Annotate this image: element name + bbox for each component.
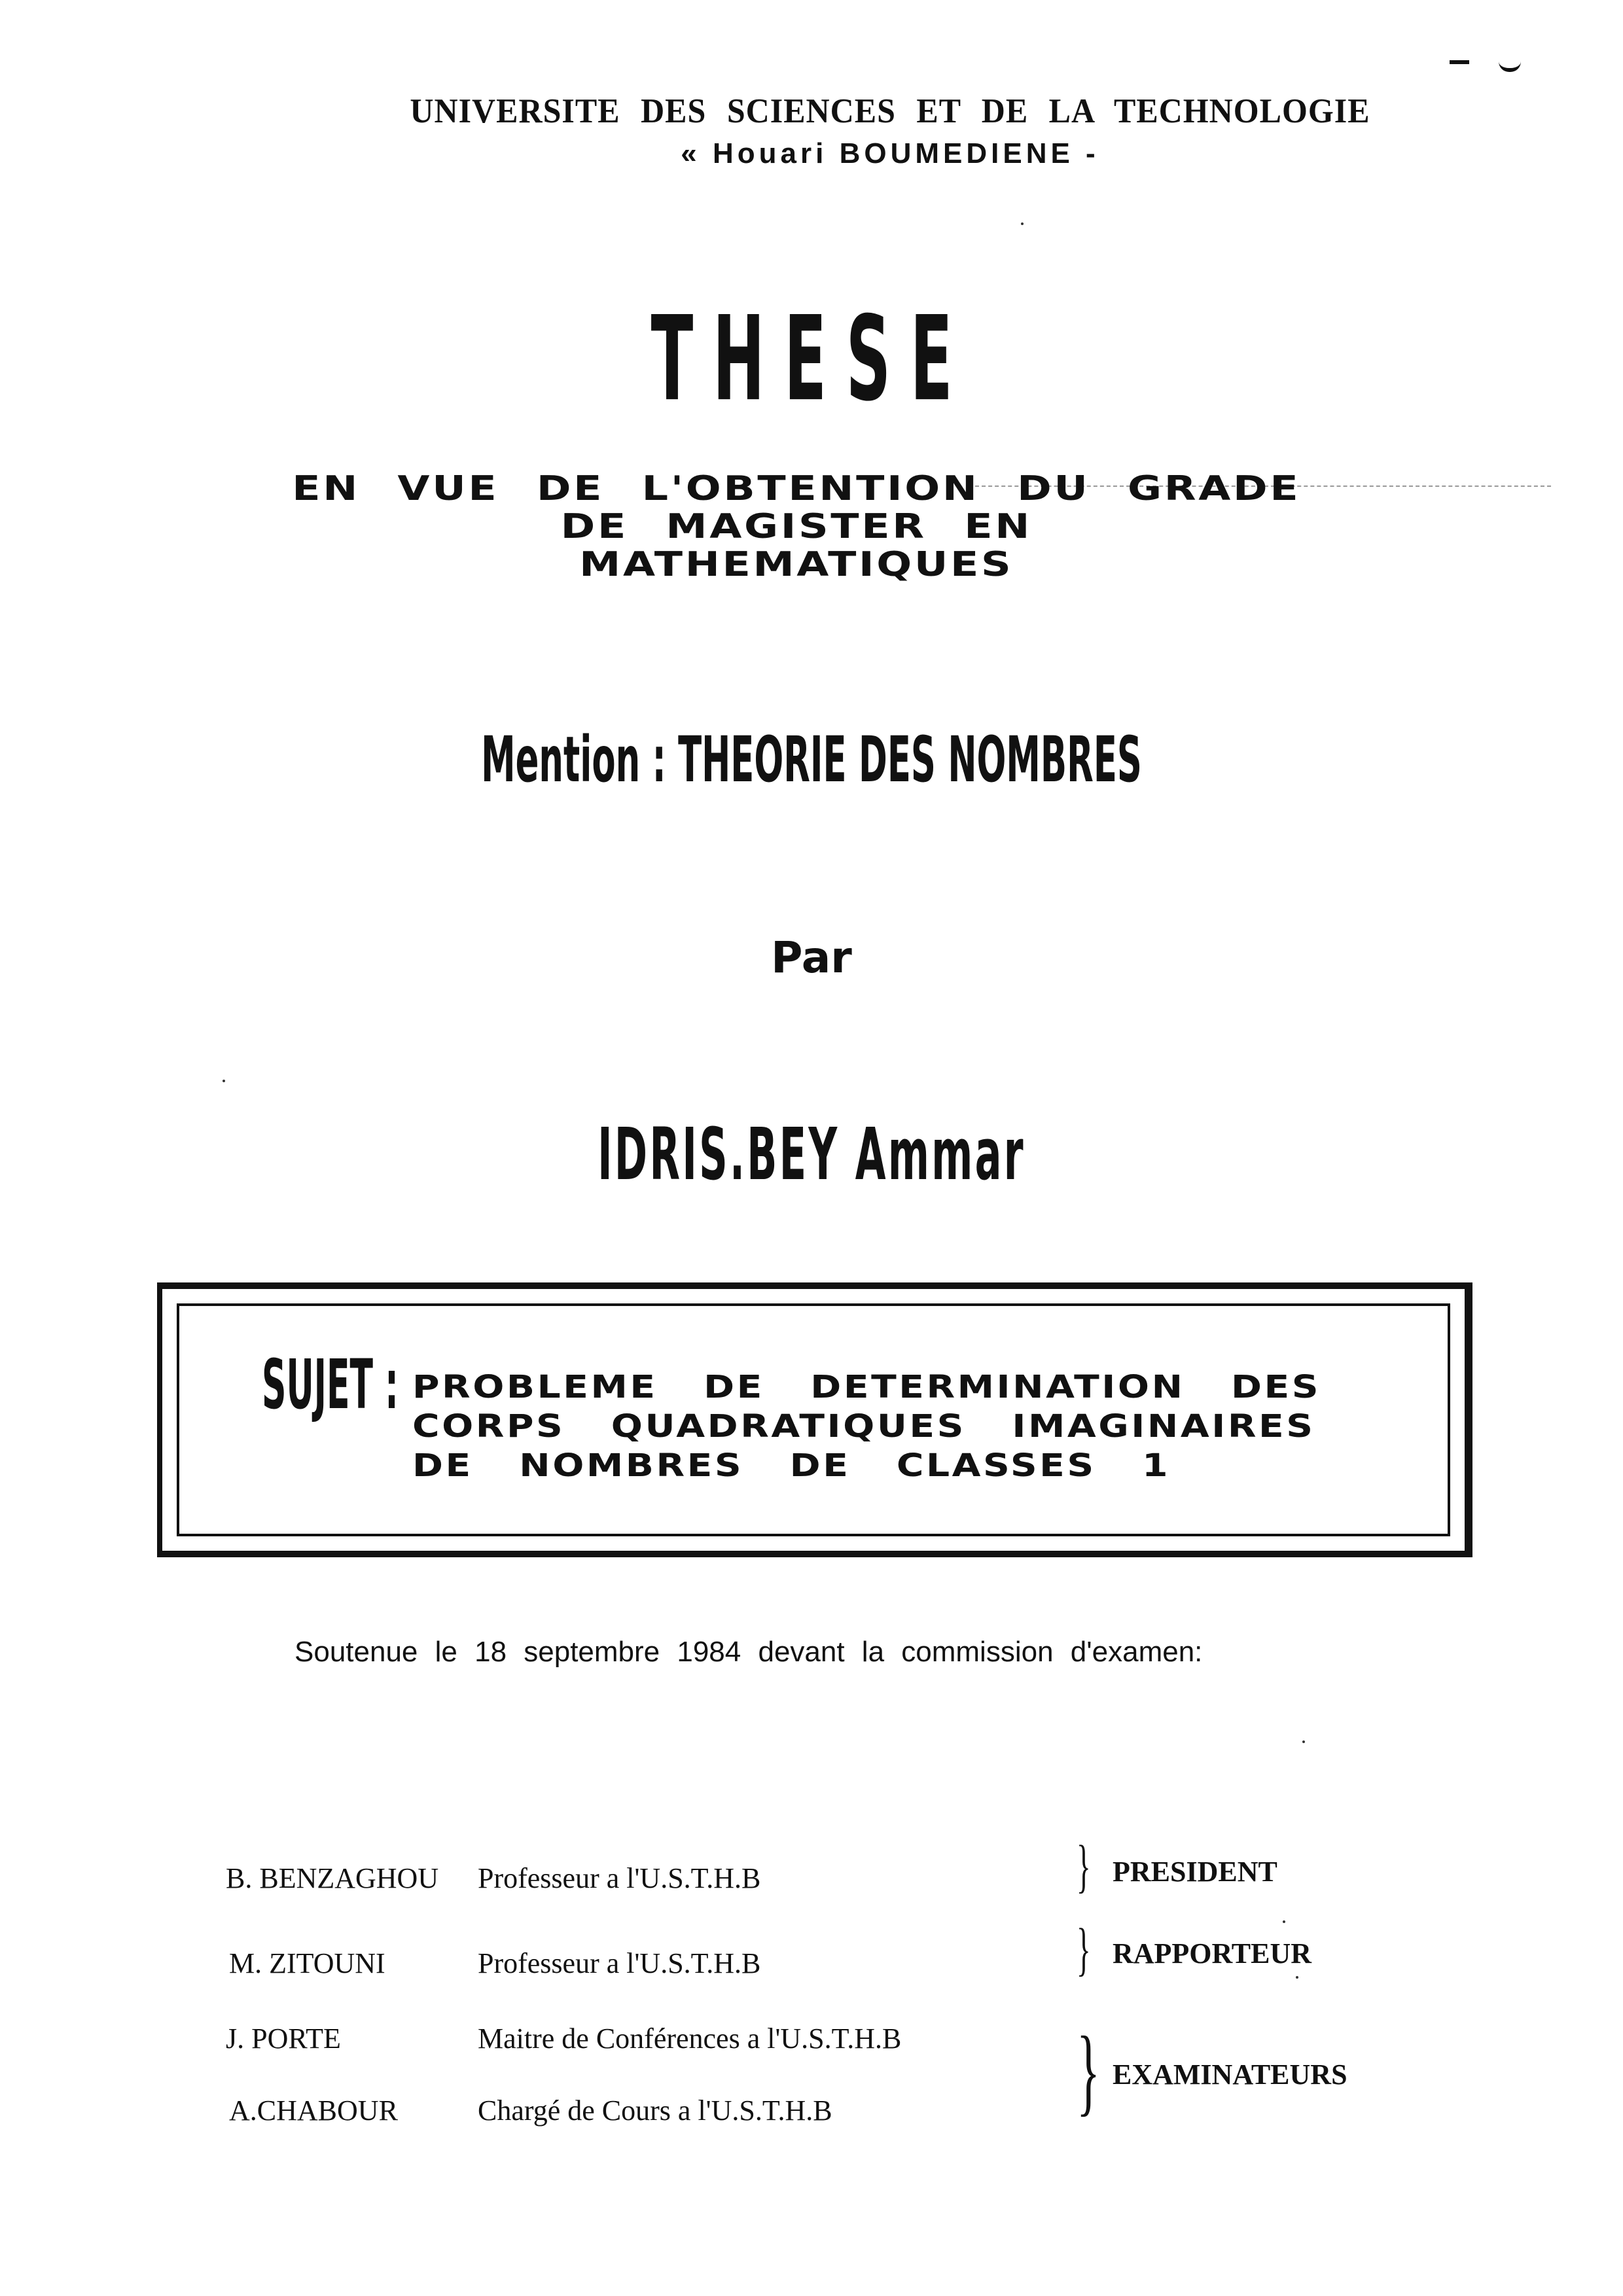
jury-member-title: Professeur a l'U.S.T.H.B bbox=[478, 1947, 761, 1979]
grade-line-1: EN VUE DE L'OBTENTION DU GRADE bbox=[292, 469, 1301, 508]
scan-speck bbox=[1021, 222, 1024, 225]
brace-examinateurs: } bbox=[1077, 2017, 1100, 2125]
author-name: IDRIS.BEY Ammar bbox=[597, 1112, 1026, 1196]
par-label: Par bbox=[771, 932, 852, 983]
subject-line-1: PROBLEME DE DETERMINATION DES bbox=[412, 1369, 1321, 1405]
corner-mark bbox=[1450, 60, 1469, 64]
jury-member-title: Chargé de Cours a l'U.S.T.H.B bbox=[478, 2094, 832, 2127]
grade-line-2: DE MAGISTER EN bbox=[560, 507, 1032, 546]
corner-mark-2 bbox=[1499, 62, 1521, 72]
jury-role: PRESIDENT bbox=[1113, 1856, 1277, 1888]
jury-member-name: B. BENZAGHOU bbox=[226, 1862, 439, 1894]
jury-member-name: J. PORTE bbox=[226, 2022, 341, 2055]
scan-speck bbox=[1283, 1920, 1285, 1923]
grade-block bbox=[173, 470, 1419, 584]
subject-line-3: DE NOMBRES DE CLASSES 1 bbox=[412, 1447, 1171, 1484]
jury-member-title: Professeur a l'U.S.T.H.B bbox=[478, 1862, 761, 1894]
grade-line-3: MATHEMATIQUES bbox=[579, 545, 1014, 584]
document-title: THESE bbox=[651, 291, 972, 428]
jury-role: EXAMINATEURS bbox=[1113, 2058, 1347, 2091]
subject-line-2: CORPS QUADRATIQUES IMAGINAIRES bbox=[412, 1408, 1315, 1445]
jury-member-name: A.CHABOUR bbox=[229, 2094, 398, 2127]
scan-speck bbox=[1302, 1740, 1305, 1743]
university-subtitle: « Houari BOUMEDIENE - bbox=[681, 137, 1099, 169]
brace-rapporteur: } bbox=[1077, 1917, 1091, 1982]
brace-president: } bbox=[1077, 1834, 1091, 1899]
subject-text bbox=[412, 1368, 1623, 1485]
jury-member-name: M. ZITOUNI bbox=[229, 1947, 385, 1979]
scan-speck bbox=[223, 1080, 225, 1082]
subject-label: SUJET : bbox=[262, 1345, 399, 1424]
jury-member-title: Maitre de Conférences a l'U.S.T.H.B bbox=[478, 2022, 902, 2055]
mention: Mention : THEORIE DES NOMBRES bbox=[481, 723, 1142, 796]
defense-statement: Soutenue le 18 septembre 1984 devant la commission d'examen: bbox=[294, 1636, 1203, 1668]
jury-role: RAPPORTEUR bbox=[1113, 1937, 1312, 1969]
scan-speck bbox=[1296, 1976, 1298, 1979]
university-name: UNIVERSITE DES SCIENCES ET DE LA TECHNOLOGIE bbox=[410, 91, 1370, 130]
